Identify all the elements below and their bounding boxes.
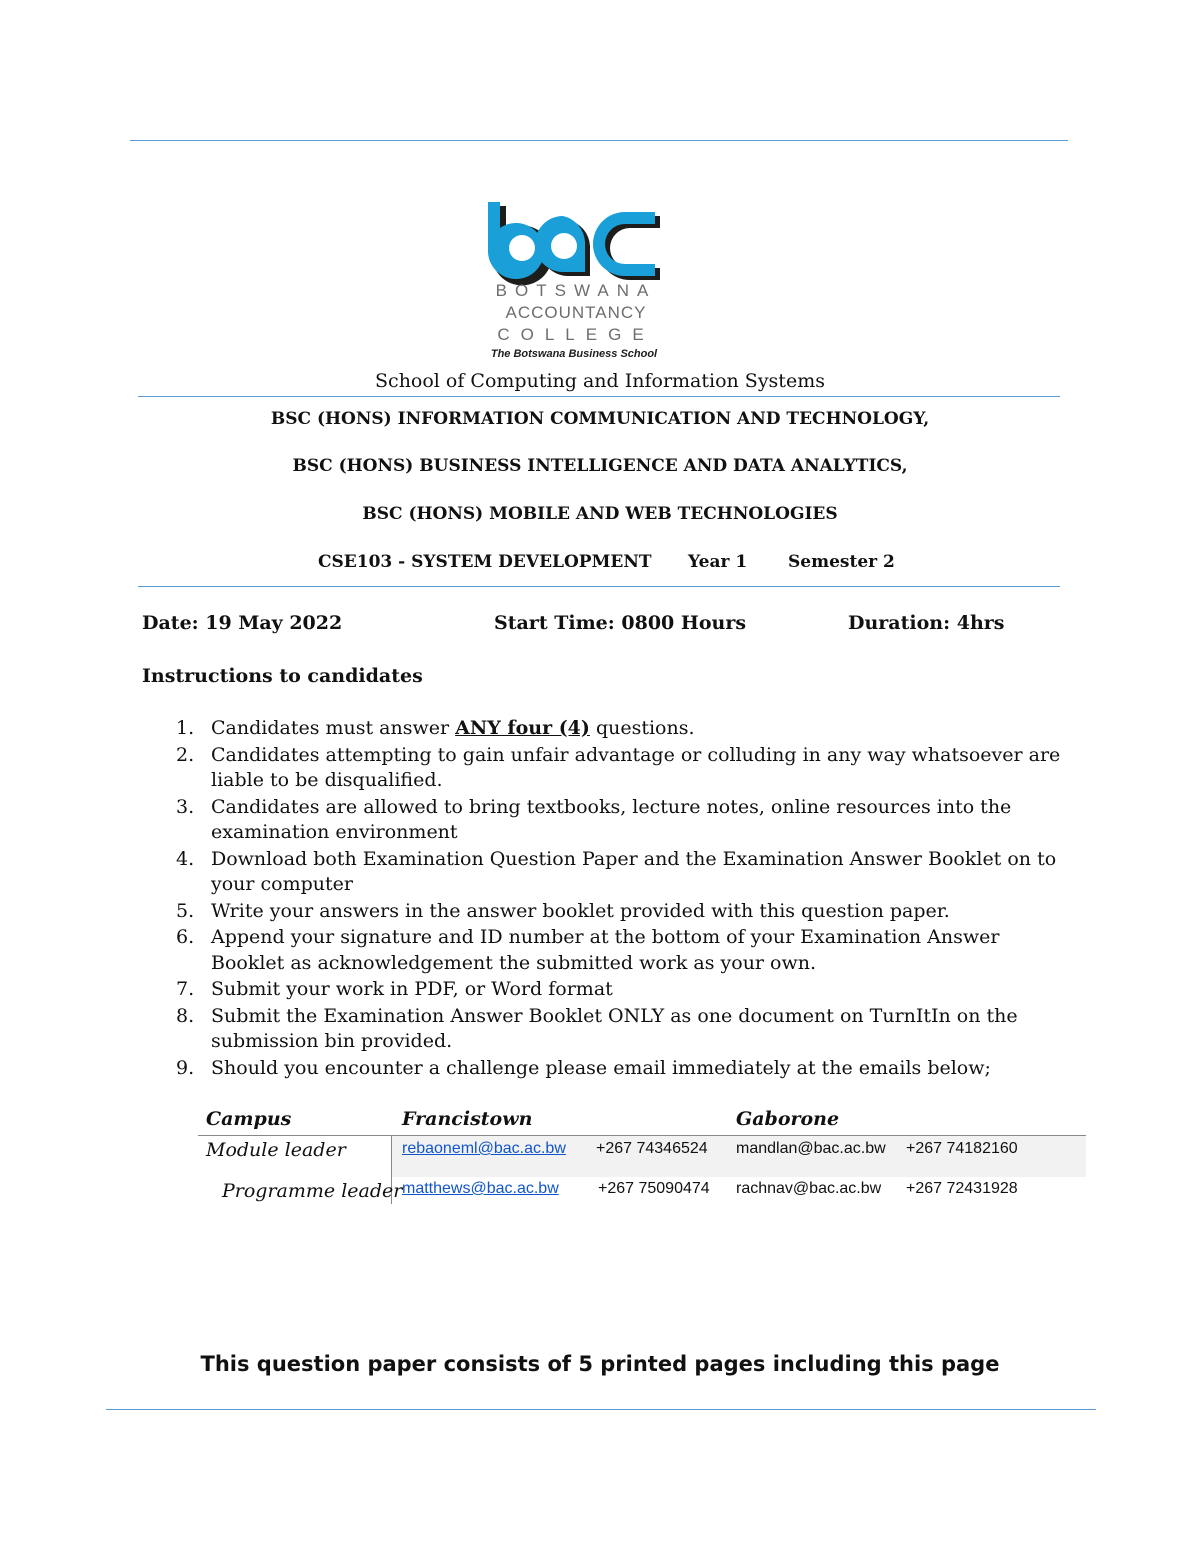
instruction-item: 6. Append your signature and ID number at the bottom of your Examination Answer Booklet as acknowledgement the submitted work as your own. bbox=[176, 926, 1000, 974]
instruction-item: 8. Submit the Examination Answer Booklet ONLY as one document on TurnItIn on the submission bin provided. bbox=[176, 1004, 1018, 1052]
instructions-list bbox=[142, 716, 1072, 1082]
instruction-item: 9. Should you encounter a challenge please email immediately at the emails below; bbox=[176, 1056, 991, 1079]
bac-logo bbox=[484, 200, 668, 362]
francistown-module-email-link[interactable]: rebaoneml@bac.ac.bw bbox=[402, 1140, 566, 1157]
exam-duration: Duration: 4hrs bbox=[848, 612, 1005, 634]
logo-line-2: ACCOUNTANCY bbox=[505, 303, 647, 322]
course-year: Year 1 bbox=[688, 552, 748, 572]
instruction-item: 1. Candidates must answer ANY four (4) questions. bbox=[176, 717, 695, 739]
contacts-header-campus: Campus bbox=[206, 1108, 292, 1130]
logo-tagline: The Botswana Business School bbox=[490, 348, 658, 360]
header-rule bbox=[130, 140, 1068, 141]
course-semester: Semester 2 bbox=[788, 552, 895, 572]
course-title: CSE103 - SYSTEM DEVELOPMENT bbox=[318, 552, 652, 572]
gaborone-module-email: mandlan@bac.ac.bw bbox=[736, 1140, 886, 1157]
contacts-role-programme-leader: Programme leader bbox=[222, 1180, 403, 1202]
francistown-programme-phone: +267 75090474 bbox=[598, 1180, 710, 1197]
instruction-item: 7. Submit your work in PDF, or Word format bbox=[176, 978, 613, 1000]
instruction-item: 3. Candidates are allowed to bring textbooks, lecture notes, online resources into the examination environment bbox=[176, 795, 1012, 843]
contacts-header-gaborone: Gaborone bbox=[736, 1108, 840, 1130]
instruction-emphasis: ANY four (4) bbox=[455, 717, 590, 739]
logo-line-1: BOTSWANA bbox=[495, 281, 657, 300]
school-name: School of Computing and Information Systems bbox=[375, 370, 825, 392]
gaborone-programme-email: rachnav@bac.ac.bw bbox=[736, 1180, 882, 1197]
exam-date: Date: 19 May 2022 bbox=[142, 612, 343, 634]
programme-2: BSC (HONS) BUSINESS INTELLIGENCE AND DATA ANALYTICS, bbox=[292, 456, 908, 476]
course-rule bbox=[138, 586, 1060, 587]
francistown-module-phone: +267 74346524 bbox=[596, 1140, 708, 1157]
contacts-role-module-leader: Module leader bbox=[206, 1139, 346, 1161]
programme-3: BSC (HONS) MOBILE AND WEB TECHNOLOGIES bbox=[362, 504, 838, 524]
programme-1: BSC (HONS) INFORMATION COMMUNICATION AND TECHNOLOGY, bbox=[270, 409, 930, 429]
logo-line-3: COLLEGE bbox=[497, 325, 655, 344]
school-rule bbox=[138, 396, 1060, 397]
instruction-item: 2. Candidates attempting to gain unfair advantage or colluding in any way whatsoever are liable to be disqualified. bbox=[176, 743, 1061, 791]
francistown-programme-email-link[interactable]: matthews@bac.ac.bw bbox=[402, 1180, 559, 1197]
gaborone-programme-phone: +267 72431928 bbox=[906, 1180, 1018, 1197]
instruction-item: 5. Write your answers in the answer booklet provided with this question paper. bbox=[176, 899, 950, 922]
instructions-title: Instructions to candidates bbox=[142, 665, 423, 687]
page-count-note: This question paper consists of 5 printed pages including this page bbox=[200, 1352, 1000, 1376]
footer-rule bbox=[106, 1409, 1096, 1410]
instruction-item: 4. Download both Examination Question Paper and the Examination Answer Booklet on to your computer bbox=[176, 847, 1057, 895]
exam-start-time: Start Time: 0800 Hours bbox=[494, 612, 747, 634]
gaborone-module-phone: +267 74182160 bbox=[906, 1140, 1018, 1157]
contacts-header-francistown: Francistown bbox=[402, 1108, 533, 1130]
